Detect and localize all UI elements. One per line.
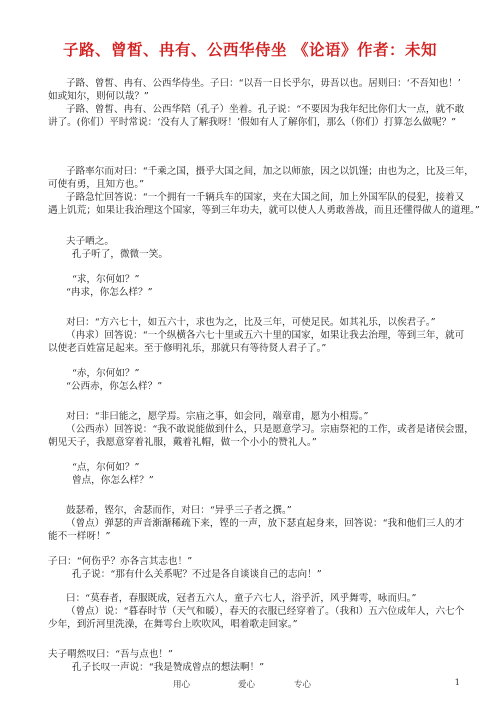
- text-line: “求，尔何如？”: [72, 274, 140, 285]
- text-line: （曾点）说：“暮春时节（天气和暖），春天的衣服已经穿着了。（我和）五六位成年人，六七个: [66, 606, 465, 617]
- text-line: 对曰：“非曰能之，愿学焉。宗庙之事，如会同，端章甫，愿为小相焉。”: [66, 411, 369, 422]
- text-line: 子路、曾皙、冉有、公西华侍坐。子曰：“以吾一日长乎尔，毋吾以也。居则曰：‘不吾知也！’: [66, 78, 461, 89]
- text-line: “点，尔何如？”: [72, 462, 140, 473]
- text-line: （曾点）弹瑟的声音渐渐稀疏下来，铿的一声，放下瑟直起身来，回答说：“我和他们三人的才: [66, 518, 465, 529]
- text-line: 能不一样呀！”: [48, 531, 111, 542]
- text-line: 子曰：“何伤乎？亦各言其志也！”: [48, 556, 193, 567]
- text-line: 曾点，你怎么样？”: [72, 475, 154, 486]
- text-line: 曰：“莫春者，春服既成，冠者五六人，童子六七人，浴乎沂，风乎舞雩，咏而归。”: [66, 593, 417, 604]
- text-line: 讲了。(你们）平时常说：‘没有人了解我呀！’假如有人了解你们，那么（你们）打算怎么做呢？”: [48, 117, 457, 128]
- text-line: 可使有勇，且知方也。”: [48, 179, 145, 190]
- footer-motto: 爱心: [238, 680, 256, 690]
- text-line: 孔子说：“那有什么关系呢？不过是各自谈谈自己的志向！”: [72, 569, 322, 580]
- text-line: 夫子喟然叹曰：“吾与点也！”: [48, 649, 173, 660]
- text-line: “冉求，你怎么样？”: [66, 287, 153, 298]
- text-line: 夫子哂之。: [66, 236, 114, 247]
- text-line: 孔子长叹一声说：“我是赞成曾点的想法啊！”: [72, 662, 265, 673]
- text-line: 子路急忙回答说：“一个拥有一千辆兵车的国家，夹在大国之间，加上外国军队的侵犯，接着又: [66, 192, 465, 203]
- document-title: 子路、曾皙、冉有、公西华侍坐 《论语》作者：未知: [63, 40, 437, 59]
- text-line: （冉求）回答说：“一个纵横各六七十里或五六十里的国家，如果让我去治理，等到三年，就可: [66, 330, 465, 341]
- text-line: 如或知尔，则何以哉？”: [48, 91, 149, 102]
- text-line: 鼓瑟希，铿尔，舍瑟而作，对曰：“异乎三子者之撰。”: [66, 505, 292, 516]
- text-line: （公西赤）回答说：“我不敢说能做到什么，只是愿意学习。宗庙祭祀的工作，或者是诸侯会盟，: [66, 424, 474, 435]
- footer-motto: 用心: [173, 680, 191, 690]
- text-line: “赤，尔何如？”: [72, 368, 140, 379]
- page-number: 1: [454, 678, 460, 688]
- text-line: 对曰：“方六七十，如五六十，求也为之，比及三年，可使足民。如其礼乐，以俟君子。”: [66, 317, 436, 328]
- text-line: 子路率尔而对曰：“千乘之国，摄乎大国之间，加之以师旅，因之以饥馑；由也为之，比及三年，: [66, 166, 474, 177]
- footer-motto: 专心: [294, 680, 312, 690]
- text-line: 少年，到沂河里洗澡，在舞雩台上吹吹风，唱着歌走回家。”: [48, 619, 298, 630]
- text-line: 子路、曾皙、冉有、公西华陪（孔子）坐着。孔子说：“不要因为我年纪比你们大一点，就不敢: [66, 104, 465, 115]
- text-line: 孔子听了，微微一笑。: [72, 249, 168, 260]
- text-line: 以使老百姓富足起来。至于修明礼乐，那就只有等待贤人君子了。”: [48, 343, 327, 354]
- text-line: “公西赤，你怎么样？”: [66, 381, 163, 392]
- text-line: 朝见天子，我愿意穿着礼服，戴着礼帽，做一个小小的赞礼人。”: [48, 437, 317, 448]
- text-line: 遇上饥荒；如果让我治理这个国家，等到三年功夫，就可以使人人勇敢善战，而且还懂得做人的道理。”: [48, 205, 480, 216]
